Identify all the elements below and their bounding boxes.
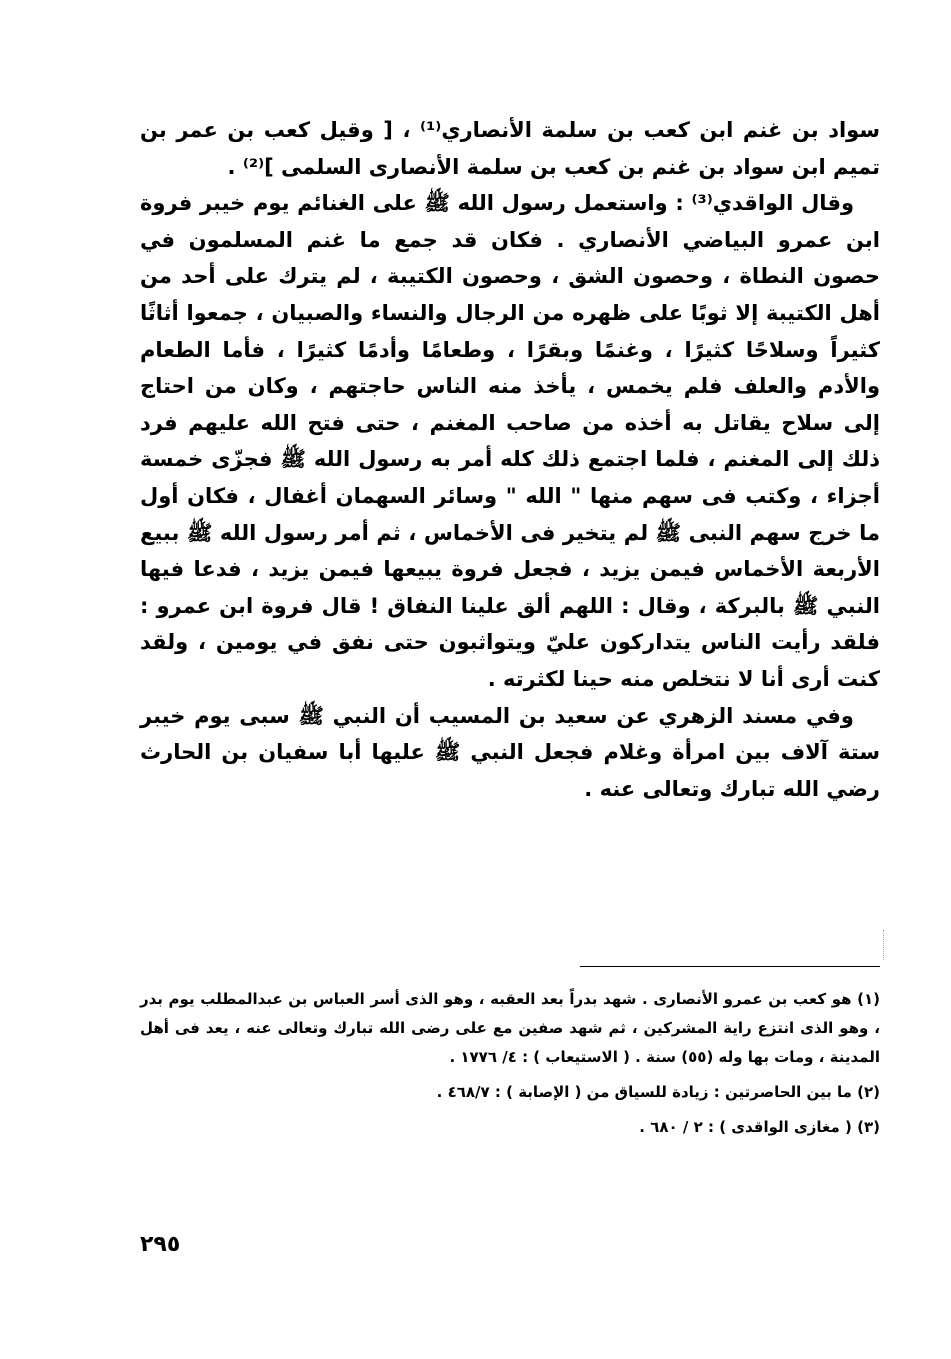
paragraph-zuhri: وفي مسند الزهري عن سعيد بن المسيب أن النبي ﷺ سبى يوم خيبر ستة آلاف بين امرأة وغلام فجعل النبي ﷺ عليها أبا سفيان بن الحارث رضي الله تبارك وتعالى عنه . <box>140 703 880 801</box>
paragraph-continuation: سواد بن غنم ابن كعب بن سلمة الأنصاري⁽¹⁾ ، [ وقيل كعب بن عمر بن تميم ابن سواد بن غنم بن كعب بن سلمة الأنصارى السلمى ]⁽²⁾ . <box>140 118 880 179</box>
margin-mark <box>883 930 886 960</box>
footnotes-block <box>140 985 880 1148</box>
paragraph-waqidi: وقال الواقدي⁽³⁾ : واستعمل رسول الله ﷺ على الغنائم يوم خيبر فروة ابن عمرو البياضي الأنصاري . فكان قد جمع ما غنم المسلمون في حصون النطاة ، وحصون الشق ، وحصون الكتيبة ، لم يترك على أحد من أهل الكتيبة إلا ثوبًا على ظهره من الرجال والنساء والصبيان ، جمعوا أثاثًا كثيراً وسلاحًا كثيرًا ، وغنمًا وبقرًا ، وطعامًا وأدمًا كثيرًا ، فأما الطعام والأدم والعلف فلم يخمس ، يأخذ منه الناس حاجتهم ، وكان من احتاج إلى سلاح يقاتل به أخذه من صاحب المغنم ، حتى فتح الله عليهم فرد ذلك إلى المغنم ، فلما اجتمع ذلك كله أمر به رسول الله ﷺ فجزّى خمسة أجزاء ، وكتب فى سهم منها " الله " وسائر السهمان أغفال ، فكان أول ما خرج سهم النبى ﷺ لم يتخير فى الأخماس ، ثم أمر رسول الله ﷺ ببيع الأربعة الأخماس فيمن يزيد ، فجعل فروة يبيعها فيمن يزيد ، فدعا فيها النبي ﷺ بالبركة ، وقال : اللهم ألق علينا النفاق ! قال فروة ابن عمرو : فلقد رأيت الناس يتداركون عليّ ويتواثبون حتى نفق في يومين ، ولقد كنت أرى أنا لا نتخلص منه حينا لكثرته . <box>140 191 880 691</box>
page-number: ٢٩٥ <box>140 1232 181 1257</box>
footnote-separator <box>580 966 880 967</box>
footnote-1: (١) هو كعب بن عمرو الأنصارى . شهد بدراً بعد العقبه ، وهو الذى أسر العباس بن عبدالمطلب يوم بدر ، وهو الذى انتزع راية المشركين ، ثم شهد صفين مع على رضى الله تبارك وتعالى عنه ، يعد فى أهل المدينة ، ومات بها وله (٥٥) سنة . ( الاستيعاب ) : ٤/ ١٧٧٦ . <box>140 990 880 1066</box>
footnote-3: (٣) ( مغازى الواقدى ) : ٢ / ٦٨٠ . <box>639 1118 880 1136</box>
main-text-block <box>140 112 880 807</box>
footnote-2: (٢) ما بين الحاصرتين : زيادة للسياق من ( الإصابة ) : ٤٦٨/٧ . <box>436 1083 880 1101</box>
